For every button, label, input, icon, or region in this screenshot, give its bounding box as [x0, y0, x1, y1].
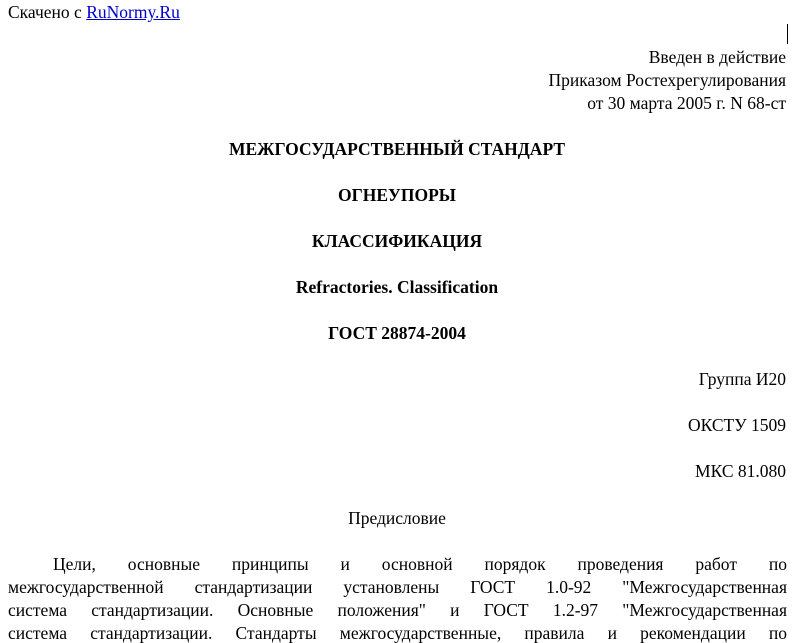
source-line [8, 1, 180, 24]
paragraph-line: система стандартизации. Основные положения" и ГОСТ 1.2-97 "Межгосударственная [8, 600, 787, 620]
standard-code: ГОСТ 28874-2004 [328, 323, 466, 343]
paragraph-line: межгосударственной стандартизации установлены ГОСТ 1.0-92 "Межгосударственная [8, 577, 787, 597]
enacted-line-2: Приказом Ростехрегулирования [548, 70, 786, 90]
mks-code: МКС 81.080 [695, 461, 786, 481]
subject-heading: ОГНЕУПОРЫ [338, 185, 456, 205]
foreword-paragraph [8, 553, 787, 643]
okstu-code: ОКСТУ 1509 [687, 415, 786, 435]
paragraph-line: Цели, основные принципы и основной порядок проведения работ по [53, 554, 787, 574]
group-code: Группа И20 [698, 369, 786, 389]
source-prefix: Скачено с [8, 2, 87, 22]
enacted-line-3: от 30 марта 2005 г. N 68-ст [587, 93, 786, 113]
foreword-heading: Предисловие [348, 508, 446, 528]
standard-type-heading: МЕЖГОСУДАРСТВЕННЫЙ СТАНДАРТ [228, 139, 566, 159]
text-cursor [787, 24, 788, 44]
english-title: Refractories. Classification [295, 277, 499, 297]
topic-heading: КЛАССИФИКАЦИЯ [311, 231, 483, 251]
enacted-line-1: Введен в действие [648, 47, 786, 67]
source-link[interactable]: RuNormy.Ru [86, 2, 180, 22]
paragraph-line: система стандартизации. Стандарты межгосударственные, правила и рекомендации по [8, 623, 787, 643]
